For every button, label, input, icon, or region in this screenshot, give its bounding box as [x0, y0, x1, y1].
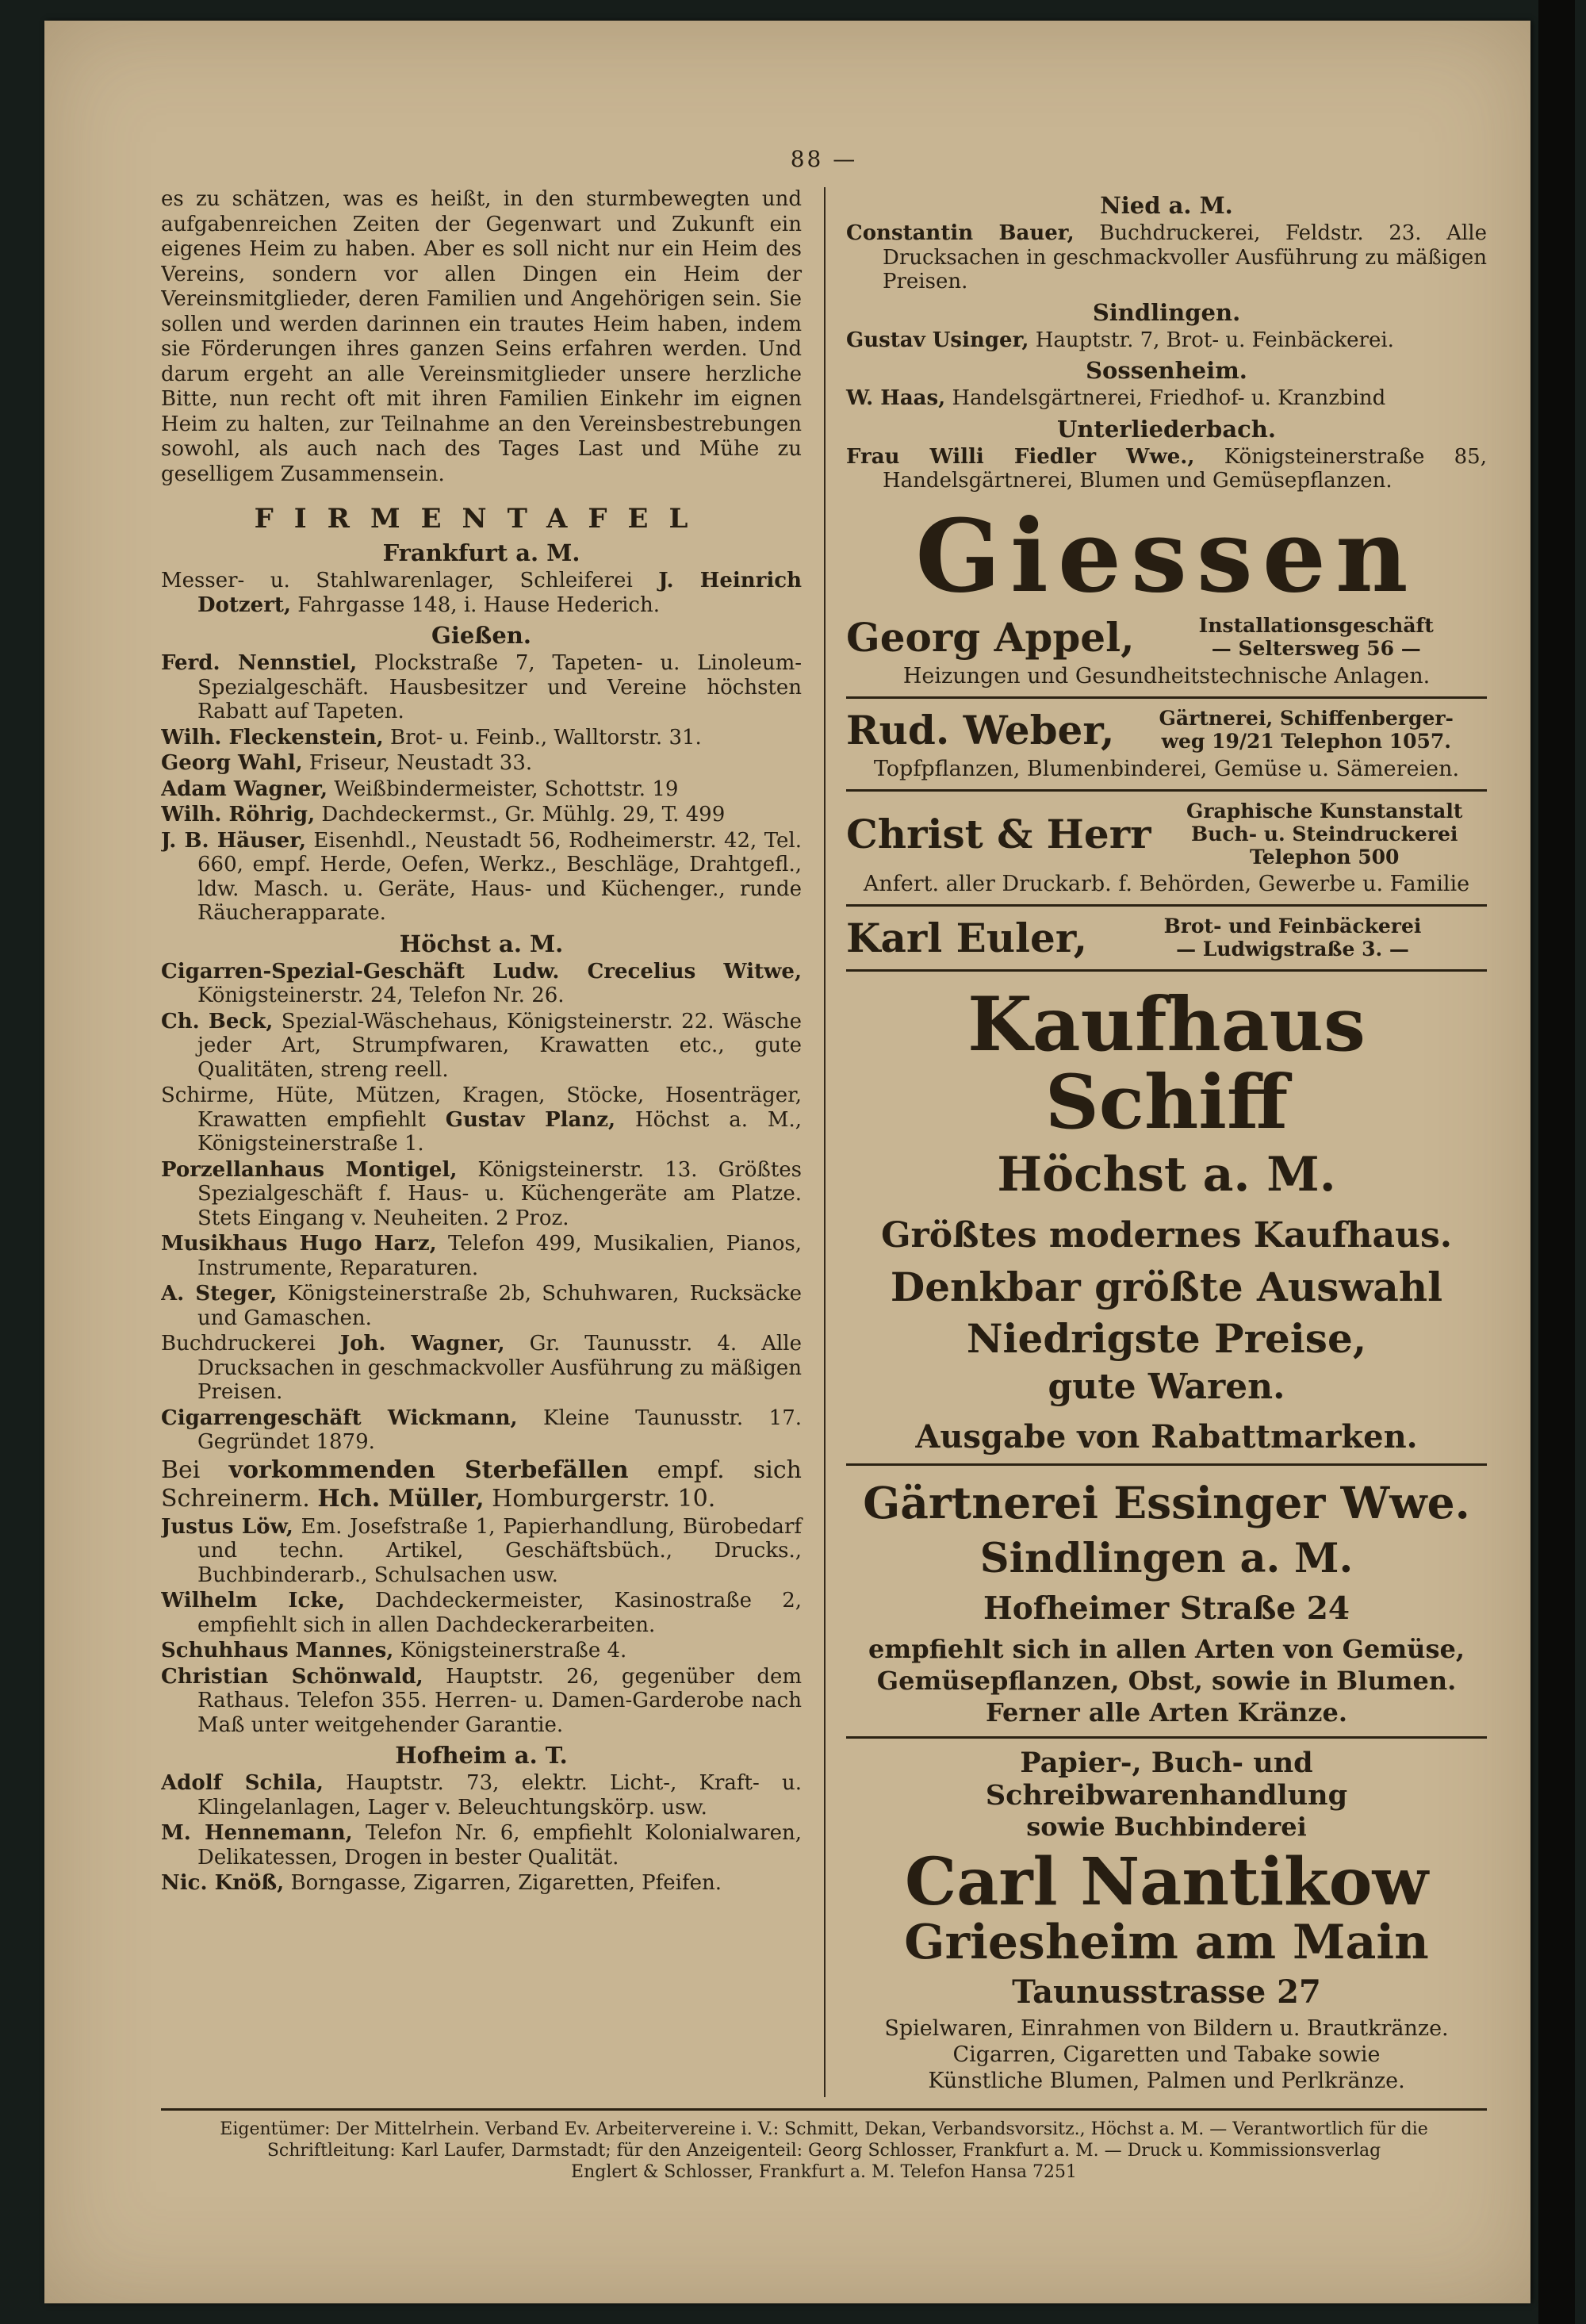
ad-line: Hofheimer Straße 24 — [983, 1590, 1350, 1627]
directory-entry: M. Hennemann, Telefon Nr. 6, empfiehlt Kolonialwaren, Delikatessen, Drogen in bester Qualität. — [161, 1821, 802, 1870]
ad-title-giessen: Giessen — [915, 497, 1418, 615]
entry-lead: Georg Wahl, — [161, 751, 303, 775]
ad-line: Gärtnerei Essinger Wwe. — [863, 1476, 1470, 1528]
entry-lead: Joh. Wagner, — [339, 1332, 505, 1356]
directory-entry: Nic. Knöß, Borngasse, Zigarren, Zigaretten, Pfeifen. — [161, 1871, 722, 1895]
firmentafel-heading: FIRMENTAFEL — [254, 503, 709, 535]
entry-lead: Constantin Bauer, — [846, 221, 1075, 245]
horizontal-rule — [846, 904, 1487, 907]
ad-line: Ausgabe von Rabattmarken. — [915, 1417, 1418, 1455]
city-heading-frankfurt: Frankfurt a. M. — [382, 539, 580, 566]
ad-line: Künstliche Blumen, Palmen und Perlkränze. — [928, 2068, 1405, 2093]
page-number: 88 — — [790, 146, 858, 172]
entry-lead: Cigarrengeschäft Wickmann, — [161, 1406, 518, 1430]
entry-lead: Porzellanhaus Montigel, — [161, 1157, 458, 1182]
ad-city: Griesheim am Main — [904, 1914, 1429, 1970]
ad-line: Gemüsepflanzen, Obst, sowie in Blumen. — [876, 1665, 1457, 1696]
entry-lead: Musikhaus Hugo Harz, — [161, 1232, 437, 1256]
content-columns — [161, 187, 1487, 2097]
ad-line: Größtes modernes Kaufhaus. — [880, 1214, 1453, 1256]
entry-lead: A. Steger, — [161, 1282, 278, 1306]
horizontal-rule — [846, 1463, 1487, 1466]
directory-entry: Messer- u. Stahlwarenlager, Schleiferei J. Heinrich Dotzert, Fahrgasse 148, i. Hause Hederich. — [161, 569, 802, 617]
right-column — [826, 187, 1487, 2097]
entry-lead: Wilh. Fleckenstein, — [161, 725, 384, 750]
city-heading-hoechst: Höchst a. M. — [399, 930, 564, 957]
firm-details: Installationsgeschäft — Seltersweg 56 — — [1198, 614, 1434, 660]
horizontal-rule — [846, 696, 1487, 699]
directory-entry: Justus Löw, Em. Josefstraße 1, Papierhandlung, Bürobedarf und techn. Artikel, Geschäftsbüch., Drucks., Buchbinderarb., Schulsachen usw. — [161, 1514, 802, 1587]
entry-lead: Christian Schönwald, — [161, 1664, 423, 1689]
paper-page — [44, 21, 1530, 2303]
footer-line: Englert & Schlosser, Frankfurt a. M. Telefon Hansa 7251 — [571, 2162, 1077, 2182]
horizontal-rule — [846, 1736, 1487, 1739]
footer-line: Schriftleitung: Karl Laufer, Darmstadt; für den Anzeigenteil: Georg Schlosser, Frankfurt a. M. — Druck u. Kommissionsverlag — [266, 2141, 1381, 2161]
directory-entry: Buchdruckerei Joh. Wagner, Gr. Taunusstr. 4. Alle Drucksachen in geschmackvoller Ausführung zu mäßigen Preisen. — [161, 1332, 803, 1404]
directory-entry: Wilh. Fleckenstein, Brot- u. Feinb., Walltorstr. 31. — [161, 725, 702, 750]
directory-entry: Constantin Bauer, Buchdruckerei, Feldstr. 23. Alle Drucksachen in geschmackvoller Ausführung zu mäßigen Preisen. — [846, 221, 1487, 293]
firm-row-karl-euler — [846, 915, 1487, 961]
directory-entry: Cigarrengeschäft Wickmann, Kleine Taunusstr. 17. Gegründet 1879. — [161, 1406, 802, 1454]
city-heading-hofheim: Hofheim a. T. — [395, 1742, 568, 1769]
ad-line: Spielwaren, Einrahmen von Bildern u. Brautkränze. — [884, 2015, 1449, 2041]
ad-kaufhaus-schiff — [846, 980, 1487, 1466]
directory-entry: Cigarren-Spezial-Geschäft Ludw. Crecelius Witwe, Königsteinerstr. 24, Telefon Nr. 26. — [161, 959, 802, 1007]
city-heading-nied: Nied a. M. — [1100, 192, 1233, 219]
ad-nantikow — [846, 1747, 1487, 2094]
entry-lead: Gustav Planz, — [445, 1107, 616, 1132]
horizontal-rule — [846, 789, 1487, 792]
entry-lead: Schuhhaus Mannes, — [161, 1639, 394, 1662]
entry-lead: vorkommenden Sterbefällen — [228, 1455, 629, 1484]
ad-line: empfiehlt sich in allen Arten von Gemüse, — [868, 1633, 1465, 1664]
firm-row-rud-weber — [846, 707, 1487, 754]
ad-firm-name: Carl Nantikow — [904, 1843, 1429, 1920]
firm-name: Rud. Weber, — [846, 706, 1115, 754]
ad-line: Höchst a. M. — [997, 1146, 1336, 1202]
directory-entry: Christian Schönwald, Hauptstr. 26, gegenüber dem Rathaus. Telefon 355. Herren- u. Damen-Garderobe nach Maß unter weitgehender Garantie. — [161, 1664, 803, 1737]
directory-entry: Wilh. Röhrig, Dachdeckermst., Gr. Mühlg. 29, T. 499 — [161, 803, 726, 826]
ad-line: Papier-, Buch- und Schreibwarenhandlung — [985, 1746, 1348, 1812]
firm-details: Gärtnerei, Schiffenberger- weg 19/21 Telephon 1057. — [1159, 707, 1454, 753]
firm-subline: Anfert. aller Druckarb. f. Behörden, Gewerbe u. Familie — [863, 871, 1470, 896]
entry-lead: M. Hennemann, — [161, 1821, 353, 1845]
directory-entry: Frau Willi Fiedler Wwe., Königsteinerstraße 85, Handelsgärtnerei, Blumen und Gemüsepflanzen. — [846, 444, 1487, 493]
directory-entry: Gustav Usinger, Hauptstr. 7, Brot- u. Feinbäckerei. — [846, 328, 1394, 352]
directory-entry: Ferd. Nennstiel, Plockstraße 7, Tapeten- u. Linoleum-Spezialgeschäft. Hausbesitzer und Vereine höchsten Rabatt auf Tapeten. — [161, 651, 803, 723]
firm-subline: Heizungen und Gesundheitstechnische Anlagen. — [902, 663, 1431, 688]
ad-line: Kaufhaus Schiff — [967, 980, 1366, 1147]
ad-essinger — [846, 1477, 1487, 1739]
ad-line: Ferner alle Arten Kränze. — [986, 1697, 1347, 1728]
entry-lead: Wilhelm Icke, — [161, 1589, 345, 1613]
directory-entry: Schuhhaus Mannes, Königsteinerstraße 4. — [161, 1639, 627, 1662]
entry-lead: Gustav Usinger, — [846, 328, 1029, 352]
entry-lead: Ch. Beck, — [161, 1009, 274, 1034]
firm-row-georg-appel — [846, 614, 1487, 661]
entry-lead: Adam Wagner, — [161, 777, 328, 801]
directory-entry: Musikhaus Hugo Harz, Telefon 499, Musikalien, Pianos, Instrumente, Reparaturen. — [161, 1232, 802, 1280]
entry-lead: Wilh. Röhrig, — [161, 803, 316, 826]
ad-line: sowie Buchbinderei — [1026, 1811, 1307, 1842]
city-heading-sossenheim: Sossenheim. — [1086, 357, 1247, 384]
entry-lead: Cigarren-Spezial-Geschäft Ludw. Crecelius Witwe, — [161, 959, 802, 984]
directory-entry: Georg Wahl, Friseur, Neustadt 33. — [161, 751, 533, 775]
directory-entry: Wilhelm Icke, Dachdeckermeister, Kasinostraße 2, empfiehlt sich in allen Dachdeckerarbeiten. — [161, 1589, 803, 1637]
directory-entry: W. Haas, Handelsgärtnerei, Friedhof- u. Kranzbind — [846, 386, 1386, 410]
firm-details: Brot- und Feinbäckerei — Ludwigstraße 3. — — [1163, 915, 1422, 961]
directory-entry: Porzellanhaus Montigel, Königsteinerstr. 13. Größtes Spezialgeschäft f. Haus- u. Küchengeräte am Platze. Stets Eingang v. Neuheiten. 2 Proz. — [161, 1157, 803, 1230]
footer-line: Eigentümer: Der Mittelrhein. Verband Ev. Arbeitervereine i. V.: Schmitt, Dekan, Verbandsvorsitz., Höchst a. M. — Verantwortlich für die — [220, 2119, 1428, 2139]
directory-entry: J. B. Häuser, Eisenhdl., Neustadt 56, Rodheimerstr. 42, Tel. 660, empf. Herde, Oefen, Werkz., Beschläge, Drahtgefl., ldw. Masch. u. Geräte, Haus- und Küchenger., runde Räucherapparate. — [161, 828, 802, 925]
firm-name: Georg Appel, — [846, 613, 1135, 661]
firm-row-christ-herr — [846, 800, 1487, 869]
directory-entry: Adam Wagner, Weißbindermeister, Schottstr. 19 — [161, 777, 679, 801]
ad-giessen — [846, 497, 1487, 972]
ad-line: gute Waren. — [1048, 1366, 1285, 1407]
horizontal-rule — [846, 969, 1487, 972]
city-heading-sindlingen: Sindlingen. — [1092, 298, 1241, 326]
entry-lead: J. B. Häuser, — [161, 828, 307, 853]
footer — [161, 2108, 1487, 2183]
entry-lead: Ferd. Nennstiel, — [161, 651, 358, 675]
ad-line: Sindlingen a. M. — [979, 1534, 1354, 1582]
intro-paragraph: es zu schätzen, was es heißt, in den sturmbewegten und aufgabenreichen Zeiten der Gegenwart und Zukunft ein eigenes Heim zu haben. Aber es soll nicht nur ein Heim des Vereins, sondern vor allen Dingen ein Heim der Vereinsmitglieder, deren Familien und Angehörigen sein. Sie sollen und werden darinnen ein trautes Heim haben, indem sie Förderungen ihres ganzen Seins erfahren werden. Und darum ergeht an alle Vereinsmitglieder unsere herzliche Bitte, nun recht oft mit ihren Familien Einkehr im eignen Heim zu halten, zur Teilnahme an den Vereinsbestrebungen sowohl, als auch nach des Tages Last und Mühe zu geselligem Zusammensein. — [161, 187, 802, 486]
directory-entry: Schirme, Hüte, Mützen, Kragen, Stöcke, Hosenträger, Krawatten empfiehlt Gustav Planz, Höchst a. M., Königsteinerstraße 1. — [161, 1083, 802, 1156]
ad-street: Taunusstrasse 27 — [1012, 1973, 1321, 2011]
ad-line: Niedrigste Preise, — [966, 1314, 1367, 1362]
city-heading-unterliederbach: Unterliederbach. — [1057, 415, 1276, 443]
entry-lead: Justus Löw, — [161, 1514, 293, 1539]
entry-lead: Nic. Knöß, — [161, 1871, 285, 1895]
directory-entry: Adolf Schila, Hauptstr. 73, elektr. Licht-, Kraft- u. Klingelanlagen, Lager v. Beleuchtungskörp. usw. — [161, 1771, 802, 1820]
firm-name: Christ & Herr — [846, 810, 1151, 857]
directory-entry: A. Steger, Königsteinerstraße 2b, Schuhwaren, Rucksäcke und Gamaschen. — [161, 1282, 802, 1330]
entry-lead: Adolf Schila, — [161, 1771, 324, 1795]
firm-name: Karl Euler, — [846, 914, 1087, 961]
entry-lead: J. Heinrich Dotzert, — [197, 569, 802, 617]
directory-entry-sterbefaelle: Bei vorkommenden Sterbefällen empf. sich Schreinerm. Hch. Müller, Homburgerstr. 10. — [161, 1455, 802, 1513]
entry-lead: Frau Willi Fiedler Wwe., — [846, 444, 1195, 469]
entry-lead: Hch. Müller, — [317, 1484, 485, 1513]
ad-line: Cigarren, Cigaretten und Tabake sowie — [952, 2042, 1381, 2067]
ad-line: Denkbar größte Auswahl — [890, 1263, 1443, 1310]
firm-subline: Topfpflanzen, Blumenbinderei, Gemüse u. Sämereien. — [873, 756, 1460, 781]
left-column — [161, 187, 824, 2097]
directory-entry: Ch. Beck, Spezial-Wäschehaus, Königsteinerstr. 22. Wäsche jeder Art, Strumpfwaren, Krawatten etc., gute Qualitäten, streng reell. — [161, 1009, 802, 1082]
city-heading-giessen: Gießen. — [431, 622, 531, 649]
firm-details: Graphische Kunstanstalt Buch- u. Steindruckerei Telephon 500 — [1186, 799, 1463, 869]
book-spine — [1538, 0, 1575, 2324]
entry-lead: W. Haas, — [846, 386, 946, 410]
